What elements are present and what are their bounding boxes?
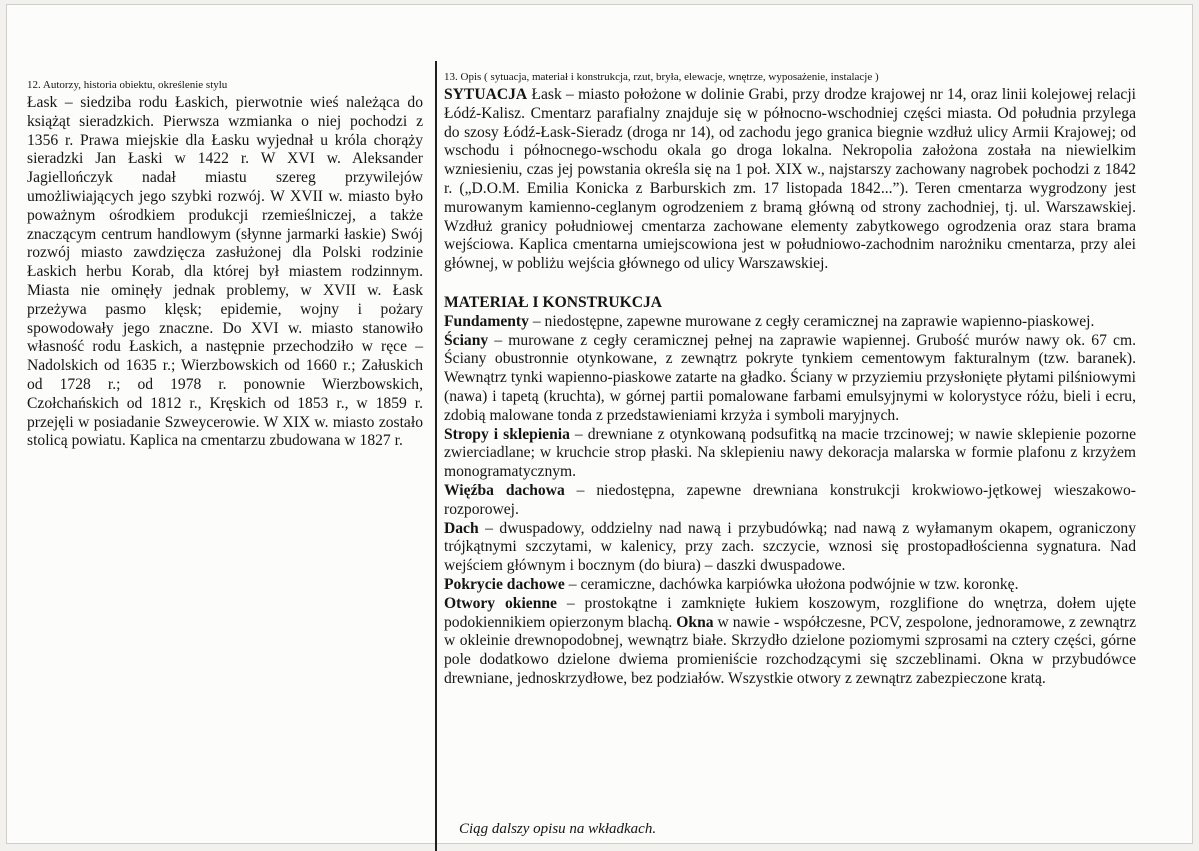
- item-label: Ściany: [444, 331, 489, 349]
- item-text: – niedostępne, zapewne murowane z cegły ceramicznej na zaprawie wapienno-piaskowej.: [528, 312, 1095, 330]
- column-divider: [435, 61, 437, 851]
- item-text: – dwuspadowy, oddzielny nad nawą i przybudówką; nad nawą z wyłamanym okapem, ograniczony trójkątnymi szczytami, w kalenicy, przy zach. szczycie, wznosi się prostopadłościenna sygnatura. Nad wejściem głównym i bocznym (do biura) – daszki dwuspadowe.: [444, 519, 1136, 575]
- item-text: – drewniane z otynkowaną podsufitką na macie trzcinowej; w nawie sklepienie pozorne zwierciadlane; w kruchcie strop płaski. Na sklepieniu nawy dekoracja malarska w formie plafonu z krzyżem monogramatycznym.: [444, 425, 1136, 481]
- item-label: Więźba dachowa: [444, 481, 565, 499]
- history-text: Łask – siedziba rodu Łaskich, pierwotnie wieś należąca do książąt sieradzkich. Pierwsza wzmianka o niej pochodzi z 1356 r. Prawa miejskie dla Łasku wyjednał u króla chorąży sieradzki Jan Łaski w 1422 r. W XVI w. Aleksander Jagiellończyk nadał miastu szereg przywilejów umożliwiających jego szybki rozwój. W XVII w. miasto było poważnym ośrodkiem produkcji rzemieślniczej, a także znaczącym centrum handlowym (słynne jarmarki łaskie) Swój rozwój miasto zawdzięcza zasłużonej dla Polski rodzinie Łaskich herbu Korab, dla której był miastem rodzinnym. Miasta nie ominęły jednak problemy, w XVII w. Łask przeżywa pasmo klęsk; epidemie, wojny i pożary spowodowały jego znaczne. Do XVI w. miasto stanowiło własność rodu Łaskich, a następnie przechodziło w ręce – Nadolskich od 1635 r.; Wierzbowskich od 1660 r.; Załuskich od 1728 r.; od 1978 r. ponownie Wierzbowskich, Czołchańskich od 1812 r., Kręskich od 1853 r., w 1859 r. przejęli w posiadanie Szweycerowie. W XIX w. miasto zostało stolicą powiatu. Kaplica na cmentarzu zbudowana w 1827 r.: [27, 94, 423, 450]
- item-dach: [444, 520, 1136, 576]
- section-13-heading: 13. Opis ( sytuacja, materiał i konstrukcja, rzut, bryła, elewacje, wnętrze, wyposażenie, instalacje ): [444, 71, 879, 83]
- item-pokrycie: [444, 576, 1136, 595]
- situation-paragraph: [444, 86, 1136, 274]
- section-12-heading: 12. Autorzy, historia obiektu, określenie stylu: [27, 79, 228, 91]
- item-text: – niedostępna, zapewne drewniana konstrukcji krokwiowo-jętkowej wieszakowo-rozporowej.: [444, 481, 1136, 518]
- item-label: Pokrycie dachowe: [444, 575, 565, 593]
- right-column: [444, 71, 1136, 689]
- material-title: MATERIAŁ I KONSTRUKCJA: [444, 293, 663, 311]
- item-sciany: [444, 332, 1136, 426]
- item-text: – murowane z cegły ceramicznej pełnej na zaprawie wapiennej. Grubość murów nawy ok. 67 cm. Ściany obustronnie otynkowane, z zewnątrz pokryte tynkiem cementowym fakturalnym (tzw. baranek). Wewnątrz tynki wapienno-piaskowe zatarte na gładko. Ściany w przyziemiu przysłonięte płytami pilśniowymi (nawa) i tapetą (kruchta), w górnej partii pomalowane farbami emulsyjnymi w kolorystyce różu, bieli i ecru, zdobią malowane tonda z przedstawieniami krzyża i symboli maryjnych.: [444, 331, 1136, 424]
- continuation-note: Ciąg dalszy opisu na wkładkach.: [459, 821, 657, 837]
- item-text: – ceramiczne, dachówka karpiówka ułożona podwójnie w tzw. koronkę.: [564, 575, 1019, 593]
- item-label-okna: Okna: [676, 613, 714, 631]
- left-column: [27, 79, 423, 451]
- document-sheet: [6, 4, 1193, 844]
- item-fundamenty: [444, 313, 1136, 332]
- item-text: – prostokątne i zamknięte łukiem koszowym, rozglifione do wnętrza, dołem ujęte podokiennikiem opierzonym blachą.: [444, 594, 1136, 631]
- item-stropy: [444, 426, 1136, 482]
- item-label: Fundamenty: [444, 312, 529, 330]
- item-label: Dach: [444, 519, 479, 537]
- item-label: Otwory okienne: [444, 594, 557, 612]
- situation-text: Łask – miasto położone w dolinie Grabi, przy drodze krajowej nr 14, oraz linii kolejowej relacji Łódź-Kalisz. Cmentarz parafialny znajduje się w północno-wschodniej części miasta. Od południa przylega do szosy Łódź-Łask-Sieradz (droga nr 14), od zachodu jego granica biegnie wzdłuż ulicy Armii Krajowej; od wschodu i północnego-wschodu okala go droga lokalna. Nekropolia założona została na niewielkim wzniesieniu, czas jej powstania określa się na 1 poł. XIX w., najstarszy zachowany nagrobek pochodzi z 1842 r. („D.O.M. Emilia Konicka z Barburskich zm. 17 listopada 1842...”). Teren cmentarza wygrodzony jest murowanym kamienno-ceglanym ogrodzeniem z bramą główną od strony zachodniej, tj. ul. Warszawskiej. Wzdłuż granicy południowej cmentarza zachowane elementy zabytkowego ogrodzenia oraz stara brama wejściowa. Kaplica cmentarna umiejscowiona jest w południowo-zachodnim narożniku cmentarza, przy alei głównej, w pobliżu wejścia głównego od ulicy Warszawskiej.: [444, 86, 1136, 273]
- item-label: Stropy i sklepienia: [444, 425, 570, 443]
- item-otwory: [444, 595, 1136, 689]
- item-wiezba: [444, 482, 1136, 520]
- situation-label: SYTUACJA: [444, 86, 528, 103]
- item-text: w nawie - współczesne, PCV, zespolone, jednoramowe, z zewnątrz w okleinie drewnopodobnej, wewnątrz białe. Skrzydło dzielone poziomymi szprosami na cztery części, górne pole dodatkowo dzielone dwiema promieniście rozchodzącymi się szczeblinami. Okna w przybudówce drewniane, jednoskrzydłowe, bez podziałów. Wszystkie otwory z zewnątrz zabezpieczone kratą.: [444, 613, 1137, 687]
